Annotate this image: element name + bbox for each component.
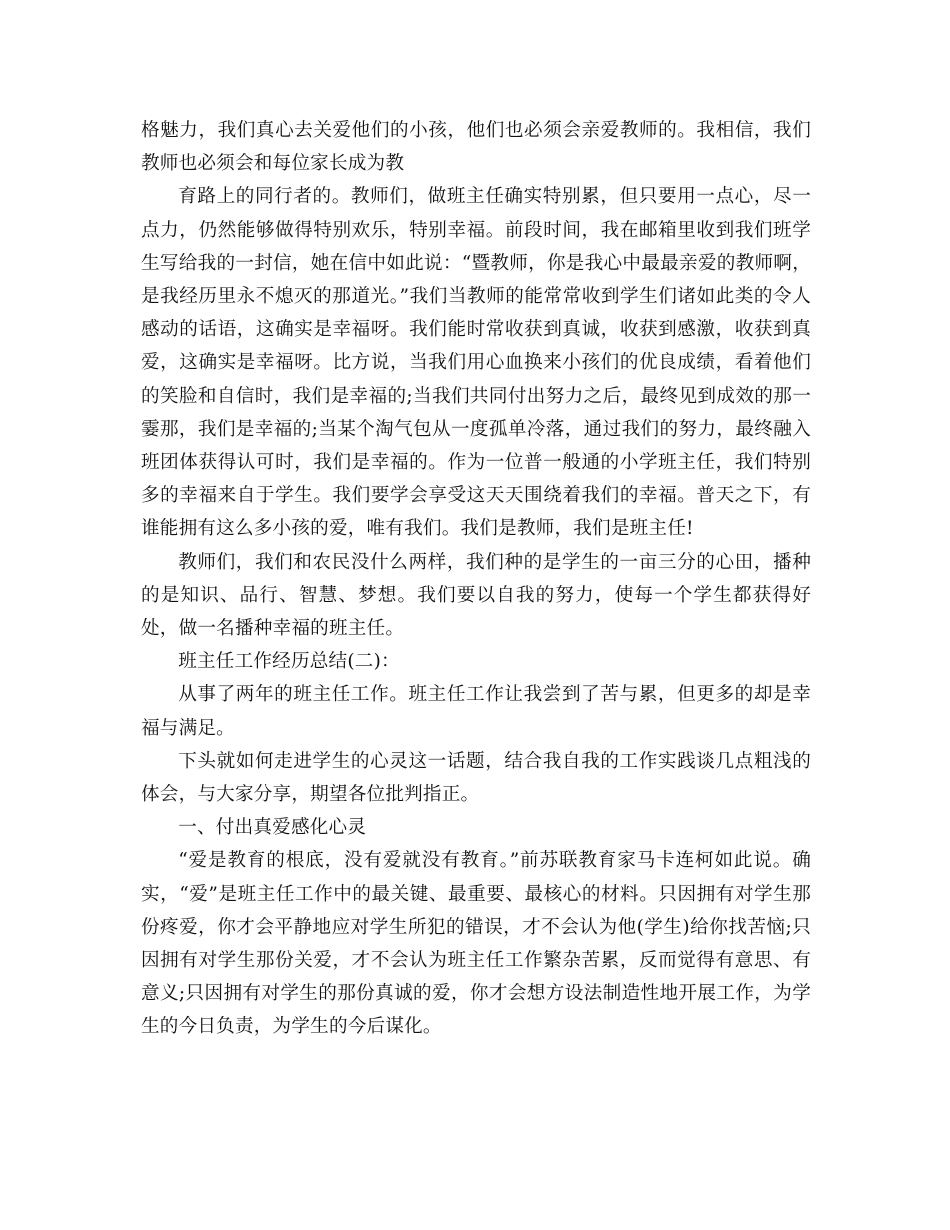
subsection-heading: 一、付出真爱感化心灵 [178, 817, 367, 839]
paragraph-6: 下头就如何走进学生的心灵这一话题，结合我自我的工作实践谈几点粗浅的体会，与大家分享，期望各位批判指正。 [141, 750, 811, 806]
paragraph-3: 教师们，我们和农民没什么两样，我们种的是学生的一亩三分的心田，播种的是知识、品行、智慧、梦想。我们要以自我的努力，使每一个学生都获得好处，做一名播种幸福的班主任。 [141, 551, 811, 640]
document-page [141, 114, 811, 1044]
paragraph-8: “爱是教育的根底，没有爱就没有教育。”前苏联教育家马卡连柯如此说。确实，“爱”是班主任工作中的最关键、最重要、最核心的材料。只因拥有对学生那份疼爱，你才会平静地应对学生所犯的错误，才不会认为他(学生)给你找苦恼;只因拥有对学生那份关爱，才不会认为班主任工作繁杂苦累，反而觉得有意思、有意义;只因拥有对学生的那份真诚的爱，你才会想方设法制造性地开展工作，为学生的今日负责，为学生的今后谋化。 [141, 850, 811, 1038]
section-heading: 班主任工作经历总结(二)： [178, 651, 400, 673]
paragraph-2: 育路上的同行者的。教师们，做班主任确实特别累，但只要用一点心，尽一点力，仍然能够做得特别欢乐，特别幸福。前段时间，我在邮箱里收到我们班学生写给我的一封信，她在信中如此说：“暨教师，你是我心中最最亲爱的教师啊，是我经历里永不熄灭的那道光。”我们当教师的能常常收到学生们诸如此类的令人感动的话语，这确实是幸福呀。我们能时常收获到真诚，收获到感激，收获到真爱，这确实是幸福呀。比方说，当我们用心血换来小孩们的优良成绩，看着他们的笑脸和自信时，我们是幸福的;当我们共同付出努力之后，最终见到成效的那一霎那，我们是幸福的;当某个淘气包从一度孤单冷落，通过我们的努力，最终融入班团体获得认可时，我们是幸福的。作为一位普一般通的小学班主任，我们特别多的幸福来自于学生。我们要学会享受这天天围绕着我们的幸福。普天之下，有谁能拥有这么多小孩的爱，唯有我们。我们是教师，我们是班主任! [141, 186, 811, 540]
paragraph-1: 格魅力，我们真心去关爱他们的小孩，他们也必须会亲爱教师的。我相信，我们教师也必须会和每位家长成为教 [141, 120, 811, 175]
paragraph-5: 从事了两年的班主任工作。班主任工作让我尝到了苦与累，但更多的却是幸福与满足。 [141, 684, 811, 739]
